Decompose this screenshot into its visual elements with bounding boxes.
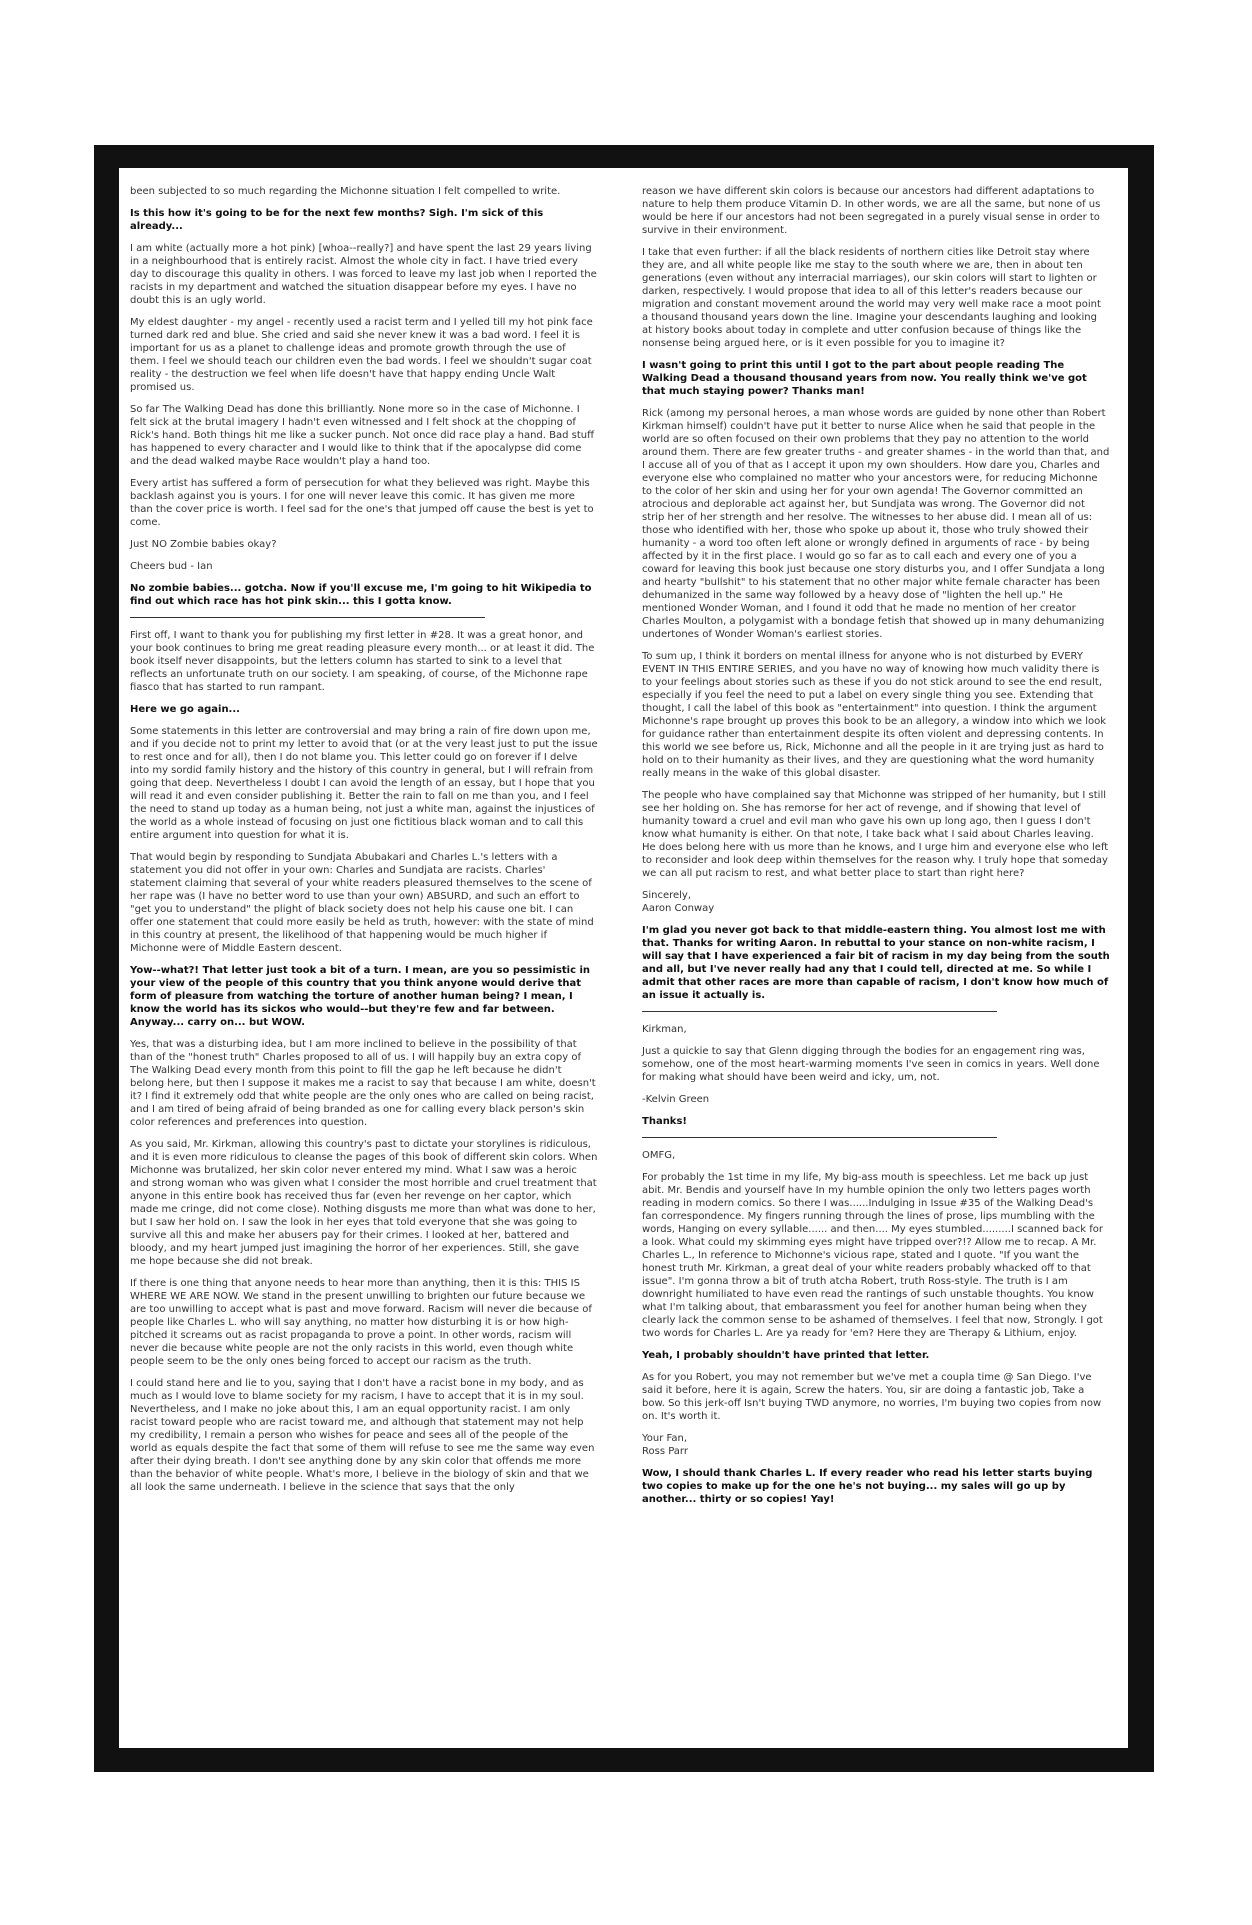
letter-paragraph: Sincerely, Aaron Conway — [642, 890, 715, 914]
right-column — [642, 185, 1110, 1515]
editor-reply: Is this how it's going to be for the next few months? Sigh. I'm sick of this already... — [130, 208, 544, 232]
editor-reply: I'm glad you never got back to that middle-eastern thing. You almost lost me with that. Thanks for writing Aaron. In rebuttal to your stance on non-white racism, I will say that I have experienced a fair bit of racism in my day being from the south and all, but I've never really had any that I could tell, directed at me. So while I admit that other races are more than capable of racism, I don't know how much of an issue it actually is. — [642, 925, 1110, 1001]
letter-paragraph: Every artist has suffered a form of persecution for what they believed was right. Maybe this backlash against you is yours. I for one will never leave this comic. It has given me more than the cover price is worth. I feel sad for the one's that jumped off cause the best is yet to come. — [130, 478, 594, 528]
letter-paragraph: been subjected to so much regarding the Michonne situation I felt compelled to write. — [130, 186, 561, 197]
letter-paragraph: Rick (among my personal heroes, a man whose words are guided by none other than Robert Kirkman himself) couldn't have put it better to nurse Alice when he said that people in the world are so often focused on their own problems that they pay no attention to the world around them. There are few greater truths - and greater shames - in the world than that, and I accuse all of you of that as I accept it upon my own shoulders. How dare you, Charles and everyone else who complained no matter who your ancestors were, for reducing Michonne to the color of her skin and using her for your own agenda! The Governor committed an atrocious and deplorable act against her, but Sundjata was wrong. The Governor did not strip her of her strength and her resolve. The witnesses to her abuse did. I mean all of us: those who identified with her, those who spoke up about it, those who truly showed their humanity - a word too often left alone or wrongly defined in arguments of race - by being affected by it in the first place. I would go so far as to call each and every one of you a coward for leaving this book just because one story disturbs you, and I offer Sundjata a long and hearty "bullshit" to his statement that no other major white female character has been dehumanized in the same way followed by a heavy dose of "lighten the hell up." He mentioned Wonder Woman, and I found it odd that he made no mention of her creator Charles Moulton, a polygamist with a bondage fetish that showed up in many dehumanizing undertones of Wonder Woman's earliest stories. — [642, 408, 1110, 640]
letter-paragraph: As for you Robert, you may not remember but we've met a coupla time @ San Diego. I've said it before, here it is again, Screw the haters. You, sir are doing a fantastic job, Take a bow. So this jerk-off Isn't buying TWD anymore, no worries, I'm buying two copies from now on. It's worth it. — [642, 1372, 1102, 1422]
letter-paragraph: For probably the 1st time in my life, My big-ass mouth is speechless. Let me back up just abit. Mr. Bendis and yourself have In my humble opinion the only two letters pages worth reading in modern comics. So there I was......Indulging in Issue #35 of the Walking Dead's fan correspondence. My fingers running through the lines of prose, lips mumbling with the words, Hanging on every syllable...... and then.... My eyes stumbled.........I scanned back for a look. What could my skimming eyes might have tripped over?!? Allow me to recap. A Mr. Charles L., In reference to Michonne's vicious rape, stated and I quote. "If you want the honest truth Mr. Kirkman, a great deal of your white readers probably whacked off to that issue". I'm gonna throw a bit of truth atcha Robert, truth Ross-style. The truth is I am downright humiliated to have even read the rantings of such unstable thoughts. You know what I'm talking about, that embarassment you feel for another human being when they clearly lack the common sense to be ashamed of themselves. I feel that now, Strongly. I got two words for Charles L. Are ya ready for 'em? Here they are Therapy & Lithium, enjoy. — [642, 1172, 1103, 1339]
letter-paragraph: The people who have complained say that Michonne was stripped of her humanity, but I still see her holding on. She has remorse for her act of revenge, and if showing that level of humanity toward a cruel and evil man who gave his own up long ago, then I guess I don't know what humanity is either. On that note, I take back what I said about Charles leaving. He does belong here with us more than he knows, and I urge him and everyone else who left to reconsider and look deep within themselves for the reason why. I truly hope that someday we can all put racism to rest, and what better place to start than right here? — [642, 790, 1109, 879]
editor-reply: Yeah, I probably shouldn't have printed that letter. — [642, 1350, 930, 1361]
editor-reply: Yow--what?! That letter just took a bit of a turn. I mean, are you so pessimistic in your view of the people of this country that you think anyone would derive that form of pleasure from watching the torture of another human being? I mean, I know the world has its sickos who would--but they're few and far between. Anyway... carry on... but WOW. — [130, 965, 591, 1028]
letter-paragraph: Kirkman, — [642, 1024, 687, 1035]
editor-reply: I wasn't going to print this until I got to the part about people reading The Walking Dead a thousand thousand years from now. You really think we've got that much staying power? Thanks man! — [642, 360, 1087, 397]
letter-paragraph: Just a quickie to say that Glenn digging through the bodies for an engagement ring was, somehow, one of the most heart-warming moments I've seen in comics in years. Well done for making what should have been weird and icky, um, not. — [642, 1046, 1100, 1083]
left-column — [130, 185, 598, 1503]
letter-paragraph: If there is one thing that anyone needs to hear more than anything, then it is this: THIS IS WHERE WE ARE NOW. We stand in the present unwilling to brighten our future because we are too unwilling to accept what is past and move forward. Racism will never die because of people like Charles L. who will say anything, no matter how disturbing it is or how high-pitched it screams out as racist propaganda to prove a point. In other words, racism will never die because white people are not the only racists in this world, even though white people seem to be the only ones being forced to accept our racism as the truth. — [130, 1278, 592, 1367]
letter-paragraph: That would begin by responding to Sundjata Abubakari and Charles L.'s letters with a statement you did not offer in your own: Charles and Sundjata are racists. Charles' statement claiming that several of your white readers pleasured themselves to the scene of her rape was (I have no better word to use than your own) ABSURD, and such an effort to "get you to understand" the plight of black society does not help his cause one bit. I can offer one statement that could more easily be held as truth, however: with the state of mind in this country at present, the likelihood of that happening would be much higher if Michonne were of Middle Eastern descent. — [130, 852, 594, 954]
letter-paragraph: reason we have different skin colors is because our ancestors had different adaptations to nature to help them produce Vitamin D. In other words, we are all the same, but none of us would be here if our ancestors had not been segregated in a purely visual sense in order to survive in their environment. — [642, 186, 1101, 236]
letter-paragraph: -Kelvin Green — [642, 1094, 710, 1105]
letters-page — [119, 168, 1128, 1748]
editor-reply: No zombie babies... gotcha. Now if you'll excuse me, I'm going to hit Wikipedia to find out which race has hot pink skin... this I gotta know. — [130, 583, 592, 607]
letter-paragraph: Cheers bud - Ian — [130, 561, 213, 572]
section-divider — [642, 1137, 997, 1138]
letter-paragraph: OMFG, — [642, 1150, 676, 1161]
letter-paragraph: To sum up, I think it borders on mental illness for anyone who is not disturbed by EVERY EVENT IN THIS ENTIRE SERIES, and you have no way of knowing how much validity there is to your feelings about stories such as these if you do not stick around to see the end result, especially if you feel the need to put a label on every single thing you see. Extending that thought, I call the label of this book as "entertainment" into question. I think the argument Michonne's rape brought up proves this book to be an allegory, a window into which we look for guidance rather than entertainment despite its often violent and depressing contents. In this world we see before us, Rick, Michonne and all the people in it are trying just as hard to hold on to their humanity as their lives, and they are questioning what the word humanity really means in the wake of this global disaster. — [642, 651, 1106, 779]
letter-paragraph: First off, I want to thank you for publishing my first letter in #28. It was a great honor, and your book continues to bring me great reading pleasure every month... or at least it did. The book itself never disappoints, but the letters column has started to sink to a level that reflects an unfortunate truth on our society. I am speaking, of course, of the Michonne rape fiasco that has started to run rampant. — [130, 630, 595, 693]
letter-paragraph: Some statements in this letter are controversial and may bring a rain of fire down upon me, and if you decide not to print my letter to avoid that (or at the very least just to put the issue to rest once and for all), then I do not blame you. This letter could go on forever if I delve into my sordid family history and the history of this country in general, but I will refrain from going that deep. Nevertheless I doubt I can avoid the length of an essay, but I hope that you will read it and even consider publishing it. Better the rain to fall on me than you, and I feel the need to stand up today as a human being, not just a white man, against the injustices of the world as a whole instead of focusing on just one fictitious black woman and to call this entire argument into question for what it is. — [130, 726, 598, 841]
letter-paragraph: I take that even further: if all the black residents of northern cities like Detroit stay where they are, and all white people like me stay to the south where we are, then in about ten generations (even without any interracial marriages), our skin colors will start to lighten or darken, respectively. I would propose that idea to all of this letter's readers because our migration and constant movement around the world may very well make race a moot point a thousand thousand years down the line. Imagine your descendants laughing and looking at history books about today in complete and utter confusion because of things like the nonsense being argued here, or is it even possible for you to imagine it? — [642, 247, 1101, 349]
letter-paragraph: So far The Walking Dead has done this brilliantly. None more so in the case of Michonne. I felt sick at the brutal imagery I hadn't even witnessed and I felt shock at the chopping of Rick's hand. Both things hit me like a sucker punch. Not once did race play a hand. Bad stuff has happened to every character and I would like to think that if the apocalypse did come and the dead walked maybe Race wouldn't play a hand too. — [130, 404, 594, 467]
editor-reply: Here we go again... — [130, 704, 240, 715]
letter-paragraph: Just NO Zombie babies okay? — [130, 539, 277, 550]
letter-paragraph: I am white (actually more a hot pink) [whoa--really?] and have spent the last 29 years living in a neighbourhood that is entirely racist. Almost the whole city in fact. I have tried every day to discourage this quality in others. I was forced to leave my last job when I reported the racists in my department and watched the situation disappear before my eyes. I have no doubt this is an ugly world. — [130, 243, 597, 306]
section-divider — [642, 1011, 997, 1012]
editor-reply: Wow, I should thank Charles L. If every reader who read his letter starts buying two copies to make up for the one he's not buying... my sales will go up by another... thirty or so copies! Yay! — [642, 1468, 1093, 1505]
letter-paragraph: Your Fan, Ross Parr — [642, 1433, 688, 1457]
letter-paragraph: I could stand here and lie to you, saying that I don't have a racist bone in my body, and as much as I would love to blame society for my racism, I have to accept that it is in my soul. Nevertheless, and I make no joke about this, I am an equal opportunity racist. I am only racist toward people who are racist toward me, and although that statement may not help my credibility, I remain a person who wishes for peace and sees all of the people of the world as equals despite the fact that some of them will refuse to see me the same way even after their dying breath. I don't see anything done by any skin color that offends me more than the behavior of white people. What's more, I believe in the biology of skin and that we all look the same underneath. I believe in the science that says that the only — [130, 1378, 595, 1493]
section-divider — [130, 617, 485, 618]
letter-paragraph: As you said, Mr. Kirkman, allowing this country's past to dictate your storylines is ridiculous, and it is even more ridiculous to cleanse the pages of this book of different skin colors. When Michonne was brutalized, her skin color never entered my mind. What I saw was a heroic and strong woman who was given what I consider the most horrible and cruel treatment that anyone in this entire book has received thus far (even her revenge on her captor, which made me cringe, did not come close). Nothing disgusts me more than what was done to her, but I saw her hold on. I saw the look in her eyes that told everyone that she was going to survive all this and make her abusers pay for their crimes. I looked at her, battered and bloody, and my heart jumped just imagining the horror of her experiences. Still, she gave me hope because she did not break. — [130, 1139, 598, 1267]
letter-paragraph: Yes, that was a disturbing idea, but I am more inclined to believe in the possibility of that than of the "honest truth" Charles proposed to all of us. I will happily buy an extra copy of The Walking Dead every month from this point to fill the gap he left because he didn't belong here, but then I suppose it makes me a racist to say that because I am white, doesn't it? I find it extremely odd that white people are the only ones who are called on being racist, and I am tired of being afraid of being branded as one for calling every black person's skin color references and preferences into question. — [130, 1039, 596, 1128]
editor-reply: Thanks! — [642, 1116, 687, 1127]
letter-paragraph: My eldest daughter - my angel - recently used a racist term and I yelled till my hot pink face turned dark red and blue. She cried and said she never knew it was a bad word. I feel it is important for us as a planet to challenge ideas and promote growth through the use of them. I feel we should teach our children even the bad words. I feel we shouldn't sugar coat reality - the destruction we feel when life doesn't have that happy ending Uncle Walt promised us. — [130, 317, 593, 393]
